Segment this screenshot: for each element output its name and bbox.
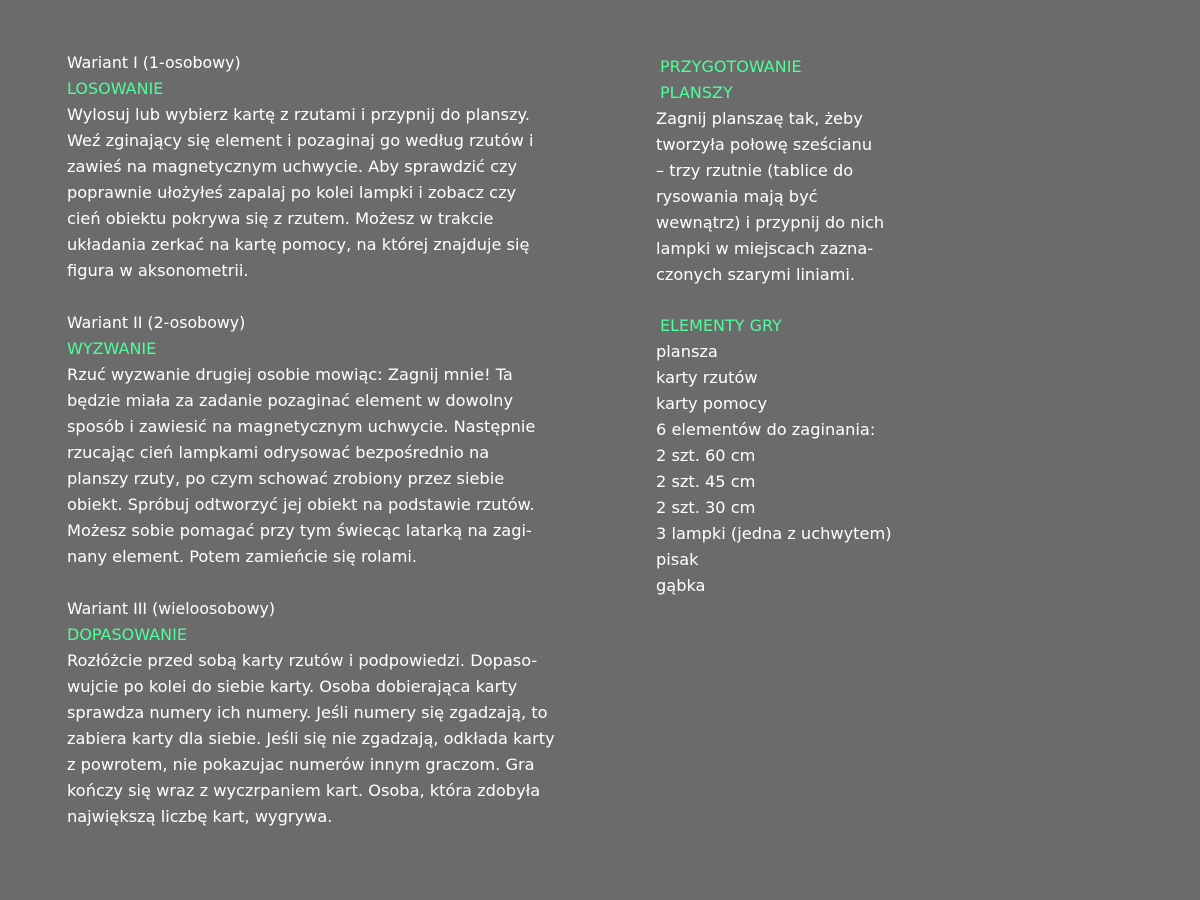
- variant-1-line: Wylosuj lub wybierz kartę z rzutami i przypnij do planszy.: [67, 105, 530, 124]
- variant-3-line: największą liczbę kart, wygrywa.: [67, 807, 333, 826]
- variant-3-line: Rozłóżcie przed sobą karty rzutów i podpowiedzi. Dopaso-: [67, 651, 538, 670]
- elements-item: 2 szt. 45 cm: [656, 472, 756, 491]
- variant-1-line: poprawnie ułożyłeś zapalaj po kolei lampki i zobacz czy: [67, 183, 517, 202]
- variant-3-section: [67, 596, 607, 830]
- elements-item: karty pomocy: [656, 394, 768, 413]
- preparation-section: [656, 54, 976, 288]
- variant-2-label: Wariant II (2-osobowy): [67, 313, 246, 332]
- preparation-line: rysowania mają być: [656, 187, 818, 206]
- preparation-heading-line-2: PLANSZY: [660, 83, 733, 102]
- variant-1-line: cień obiektu pokrywa się z rzutem. Możesz w trakcie: [67, 209, 494, 228]
- elements-item: karty rzutów: [656, 368, 758, 387]
- preparation-line: – trzy rzutnie (tablice do: [656, 161, 854, 180]
- section-spacer: [67, 570, 607, 596]
- variant-1-line: figura w aksonometrii.: [67, 261, 249, 280]
- variant-3-heading: DOPASOWANIE: [67, 625, 187, 644]
- variant-2-line: sposób i zawiesić na magnetycznym uchwycie. Następnie: [67, 417, 536, 436]
- elements-item: gąbka: [656, 576, 706, 595]
- variant-2-line: obiekt. Spróbuj odtworzyć jej obiekt na podstawie rzutów.: [67, 495, 535, 514]
- variant-1-line: zawieś na magnetycznym uchwycie. Aby sprawdzić czy: [67, 157, 518, 176]
- preparation-heading-line-1: PRZYGOTOWANIE: [660, 57, 802, 76]
- variant-3-line: wujcie po kolei do siebie karty. Osoba dobierająca karty: [67, 677, 518, 696]
- elements-item: 2 szt. 60 cm: [656, 446, 756, 465]
- right-column: [656, 54, 976, 599]
- variant-2-line: Rzuć wyzwanie drugiej osobie mowiąc: Zagnij mnie! Ta: [67, 365, 513, 384]
- variant-3-label: Wariant III (wieloosobowy): [67, 599, 276, 618]
- elements-item: plansza: [656, 342, 718, 361]
- variant-1-line: układania zerkać na kartę pomocy, na której znajduje się: [67, 235, 530, 254]
- variant-3-line: z powrotem, nie pokazujac numerów innym graczom. Gra: [67, 755, 535, 774]
- variant-2-heading: WYZWANIE: [67, 339, 157, 358]
- variant-2-line: nany element. Potem zamieńcie się rolami.: [67, 547, 417, 566]
- elements-item: 6 elementów do zaginania:: [656, 420, 876, 439]
- variant-2-section: [67, 310, 607, 570]
- variant-3-line: kończy się wraz z wyczrpaniem kart. Osoba, która zdobyła: [67, 781, 541, 800]
- variant-2-line: będzie miała za zadanie pozaginać element w dowolny: [67, 391, 514, 410]
- variant-1-heading: LOSOWANIE: [67, 79, 164, 98]
- preparation-line: wewnątrz) i przypnij do nich: [656, 213, 885, 232]
- variant-3-line: zabiera karty dla siebie. Jeśli się nie zgadzają, odkłada karty: [67, 729, 555, 748]
- variant-2-line: rzucając cień lampkami odrysować bezpośrednio na: [67, 443, 490, 462]
- elements-item: 2 szt. 30 cm: [656, 498, 756, 517]
- preparation-line: lampki w miejscach zazna-: [656, 239, 874, 258]
- preparation-line: Zagnij planszaę tak, żeby: [656, 109, 863, 128]
- variant-2-line: planszy rzuty, po czym schować zrobiony przez siebie: [67, 469, 505, 488]
- elements-section: [656, 313, 976, 599]
- variant-2-line: Możesz sobie pomagać przy tym świecąc latarką na zagi-: [67, 521, 532, 540]
- elements-heading: ELEMENTY GRY: [660, 316, 782, 335]
- variant-1-section: [67, 50, 607, 284]
- preparation-line: tworzyła połowę sześcianu: [656, 135, 873, 154]
- elements-item: pisak: [656, 550, 699, 569]
- left-column: [67, 50, 607, 830]
- variant-3-line: sprawdza numery ich numery. Jeśli numery się zgadzają, to: [67, 703, 548, 722]
- variant-1-label: Wariant I (1-osobowy): [67, 53, 241, 72]
- variant-1-line: Weź zginający się element i pozaginaj go według rzutów i: [67, 131, 534, 150]
- elements-item: 3 lampki (jedna z uchwytem): [656, 524, 892, 543]
- section-spacer: [67, 284, 607, 310]
- preparation-line: czonych szarymi liniami.: [656, 265, 856, 284]
- section-spacer: [656, 288, 976, 313]
